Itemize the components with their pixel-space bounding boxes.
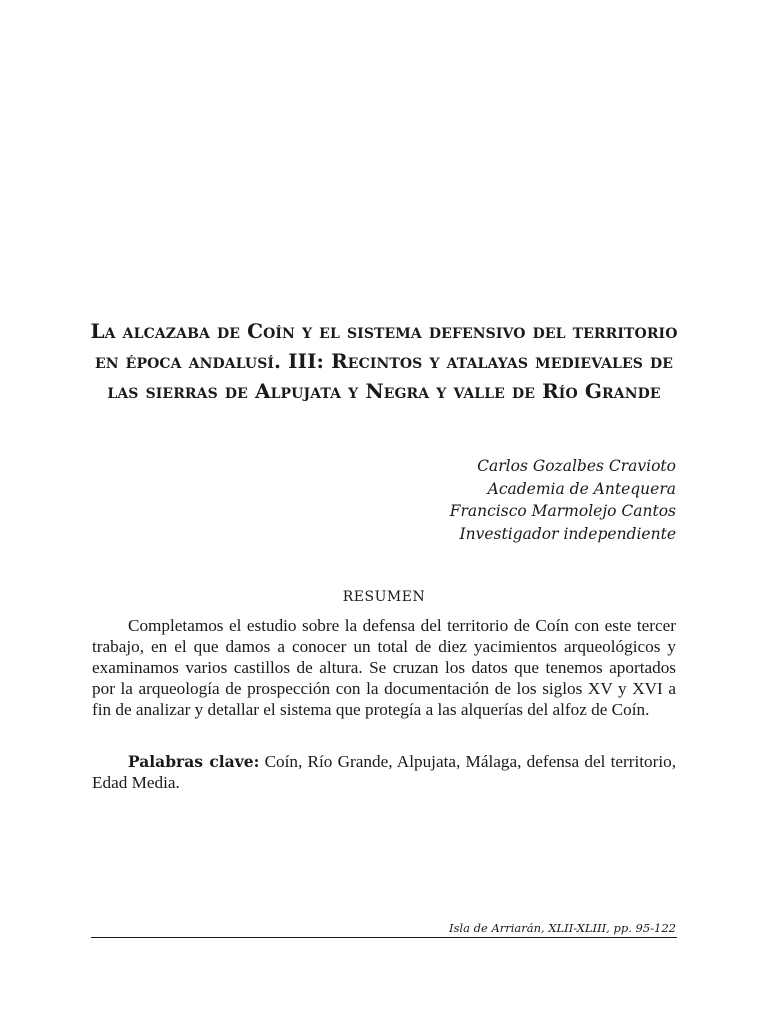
author-affiliation-2: Investigador independiente <box>459 524 676 543</box>
author-block <box>450 455 676 545</box>
author-name-1: Carlos Gozalbes Cravioto <box>477 457 676 475</box>
abstract-heading: RESUMEN <box>342 589 426 605</box>
author-name-2: Francisco Marmolejo Cantos <box>449 502 676 520</box>
keywords-label: Palabras clave: <box>128 752 260 771</box>
journal-citation: Isla de Arriarán, XLII-XLIII, pp. 95-122 <box>448 921 676 935</box>
abstract-body: Completamos el estudio sobre la defensa del territorio de Coín con este tercer trabajo, en el que damos a conocer un total de diez yacimientos arqueológicos y examinamos varios castillos de altura. Se cruzan los datos que tenemos aportados por la arqueología de prospección con la documentación de los siglos XV y XVI a fin de analizar y detallar el sistema que protegía a las alquerías del alfoz de Coín. <box>92 616 676 720</box>
keywords-text: Coín, Río Grande, Alpujata, Málaga, defensa del territorio, Edad Media. <box>92 752 677 793</box>
author-affiliation-1: Academia de Antequera <box>487 479 676 498</box>
footer-rule <box>91 937 677 938</box>
article-title: La alcazaba de Coín y el sistema defensivo del territorio en época andalusí. III: Recintos y atalayas medievales de las sierras de Alpujata y Negra y valle de Río Grande <box>90 319 678 403</box>
keywords-paragraph <box>92 751 676 793</box>
